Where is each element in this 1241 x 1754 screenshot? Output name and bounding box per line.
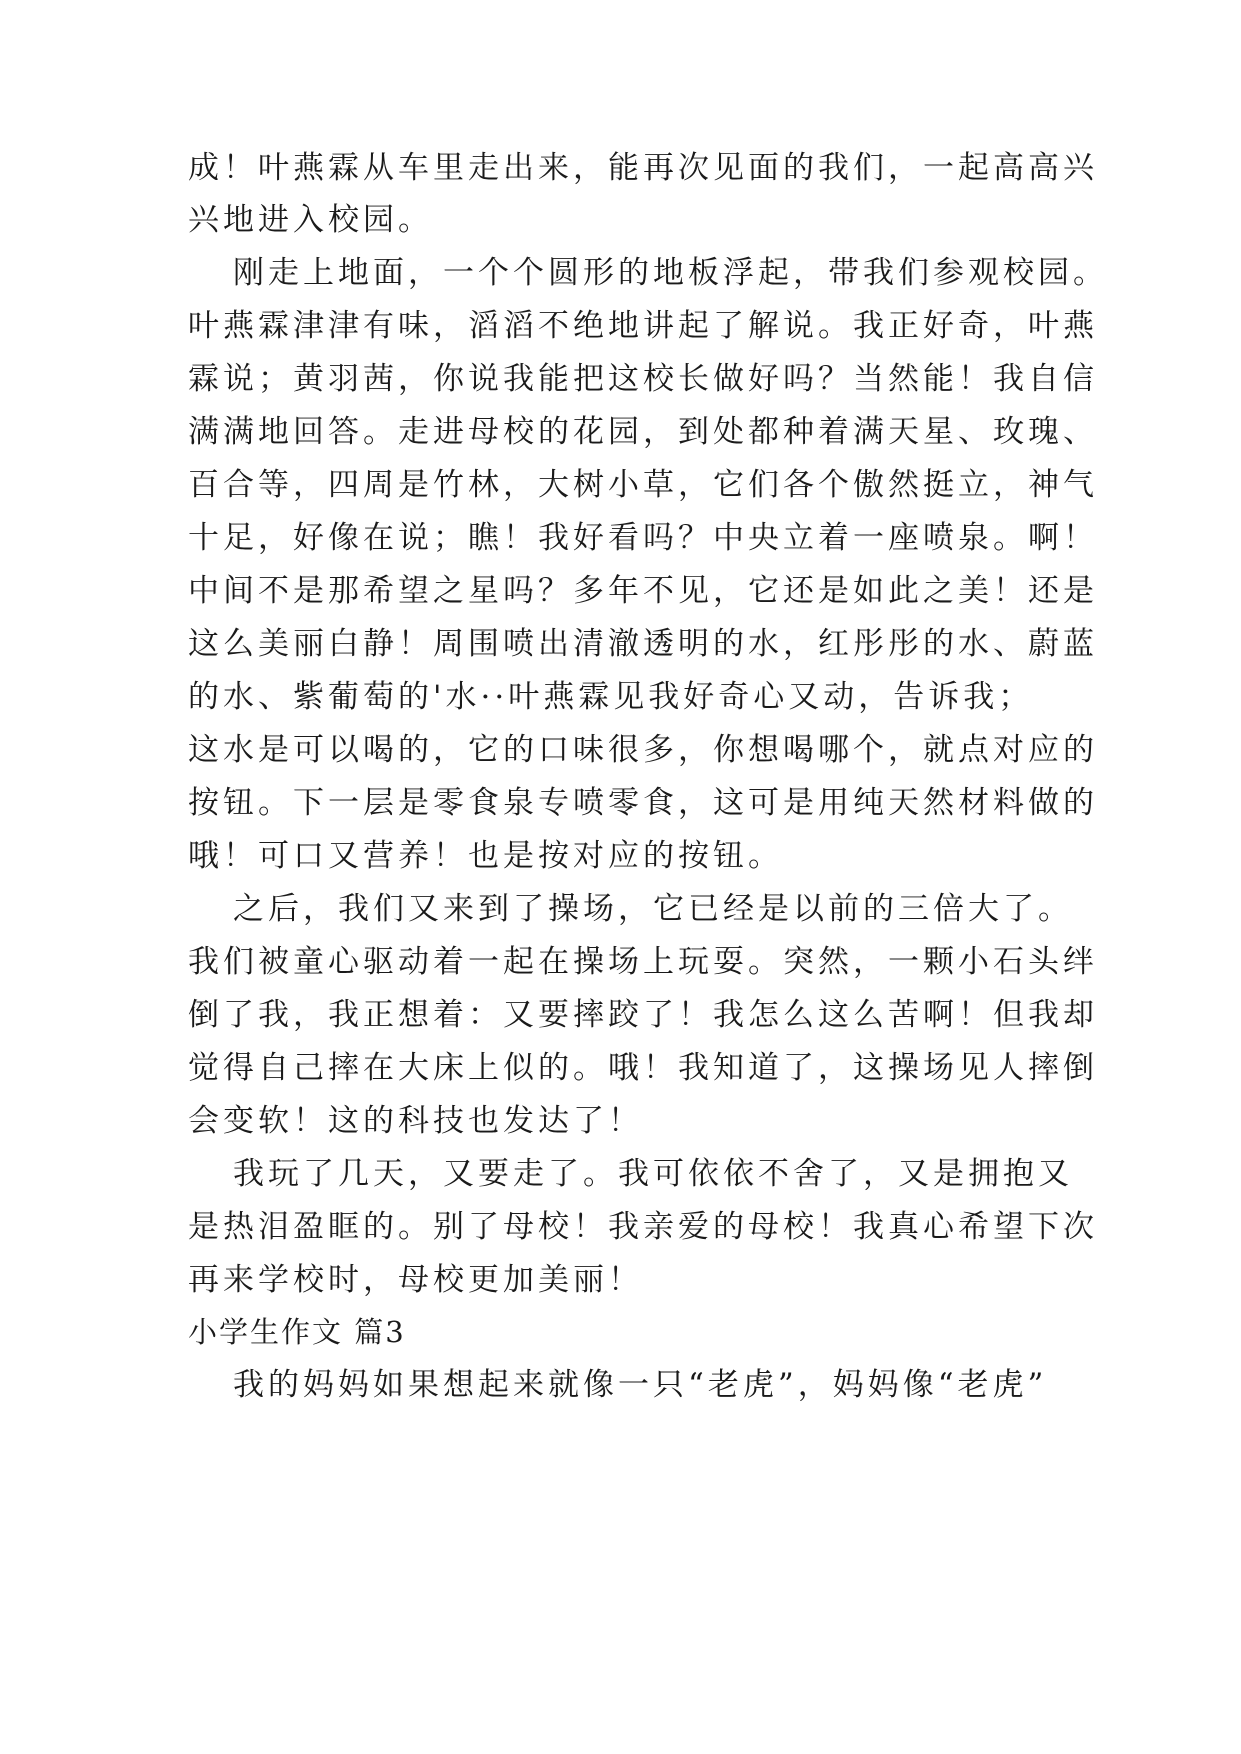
paragraph-line: 我们被童心驱动着一起在操场上玩耍。突然，一颗小石头绊 bbox=[188, 944, 1098, 980]
paragraph-line: 这么美丽白静！周围喷出清澈透明的水，红彤彤的水、蔚蓝 bbox=[188, 626, 1098, 662]
paragraph-line: 再来学校时，母校更加美丽！ bbox=[188, 1262, 643, 1298]
paragraph-line: 按钮。下一层是零食泉专喷零食，这可是用纯天然材料做的 bbox=[188, 785, 1098, 821]
paragraph-line: 十足，好像在说；瞧！我好看吗？中央立着一座喷泉。啊！ bbox=[188, 520, 1098, 556]
paragraph-line: 兴地进入校园。 bbox=[188, 202, 433, 238]
paragraph-line: 满满地回答。走进母校的花园，到处都种着满天星、玫瑰、 bbox=[188, 414, 1098, 450]
paragraph-line: 会变软！这的科技也发达了！ bbox=[188, 1103, 643, 1139]
paragraph-line: 这水是可以喝的，它的口味很多，你想喝哪个，就点对应的 bbox=[188, 732, 1098, 768]
document-page bbox=[188, 0, 1108, 1754]
paragraph-line: 我玩了几天，又要走了。我可依依不舍了，又是拥抱又 bbox=[233, 1156, 1073, 1192]
paragraph-line: 倒了我，我正想着：又要摔跤了！我怎么这么苦啊！但我却 bbox=[188, 997, 1098, 1033]
paragraph-line: 霖说；黄羽茜，你说我能把这校长做好吗？当然能！我自信 bbox=[188, 361, 1098, 397]
paragraph-line: 我的妈妈如果想起来就像一只“老虎”，妈妈像“老虎” bbox=[233, 1367, 1048, 1403]
paragraph-line: 觉得自己摔在大床上似的。哦！我知道了，这操场见人摔倒 bbox=[188, 1050, 1098, 1086]
paragraph-line: 成！叶燕霖从车里走出来，能再次见面的我们，一起高高兴 bbox=[188, 150, 1098, 186]
paragraph-line: 的水、紫葡萄的'水··叶燕霖见我好奇心又动，告诉我； bbox=[188, 679, 1034, 715]
paragraph-line: 百合等，四周是竹林，大树小草，它们各个傲然挺立，神气 bbox=[188, 467, 1098, 503]
paragraph-line: 叶燕霖津津有味，滔滔不绝地讲起了解说。我正好奇，叶燕 bbox=[188, 308, 1098, 344]
paragraph-line: 是热泪盈眶的。别了母校！我亲爱的母校！我真心希望下次 bbox=[188, 1209, 1098, 1245]
paragraph-line: 哦！可口又营养！也是按对应的按钮。 bbox=[188, 838, 783, 874]
paragraph-line: 刚走上地面，一个个圆形的地板浮起，带我们参观校园。 bbox=[233, 255, 1108, 291]
paragraph-line: 之后，我们又来到了操场，它已经是以前的三倍大了。 bbox=[233, 891, 1073, 927]
section-heading: 小学生作文 篇3 bbox=[188, 1315, 406, 1349]
paragraph-line: 中间不是那希望之星吗？多年不见，它还是如此之美！还是 bbox=[188, 573, 1098, 609]
